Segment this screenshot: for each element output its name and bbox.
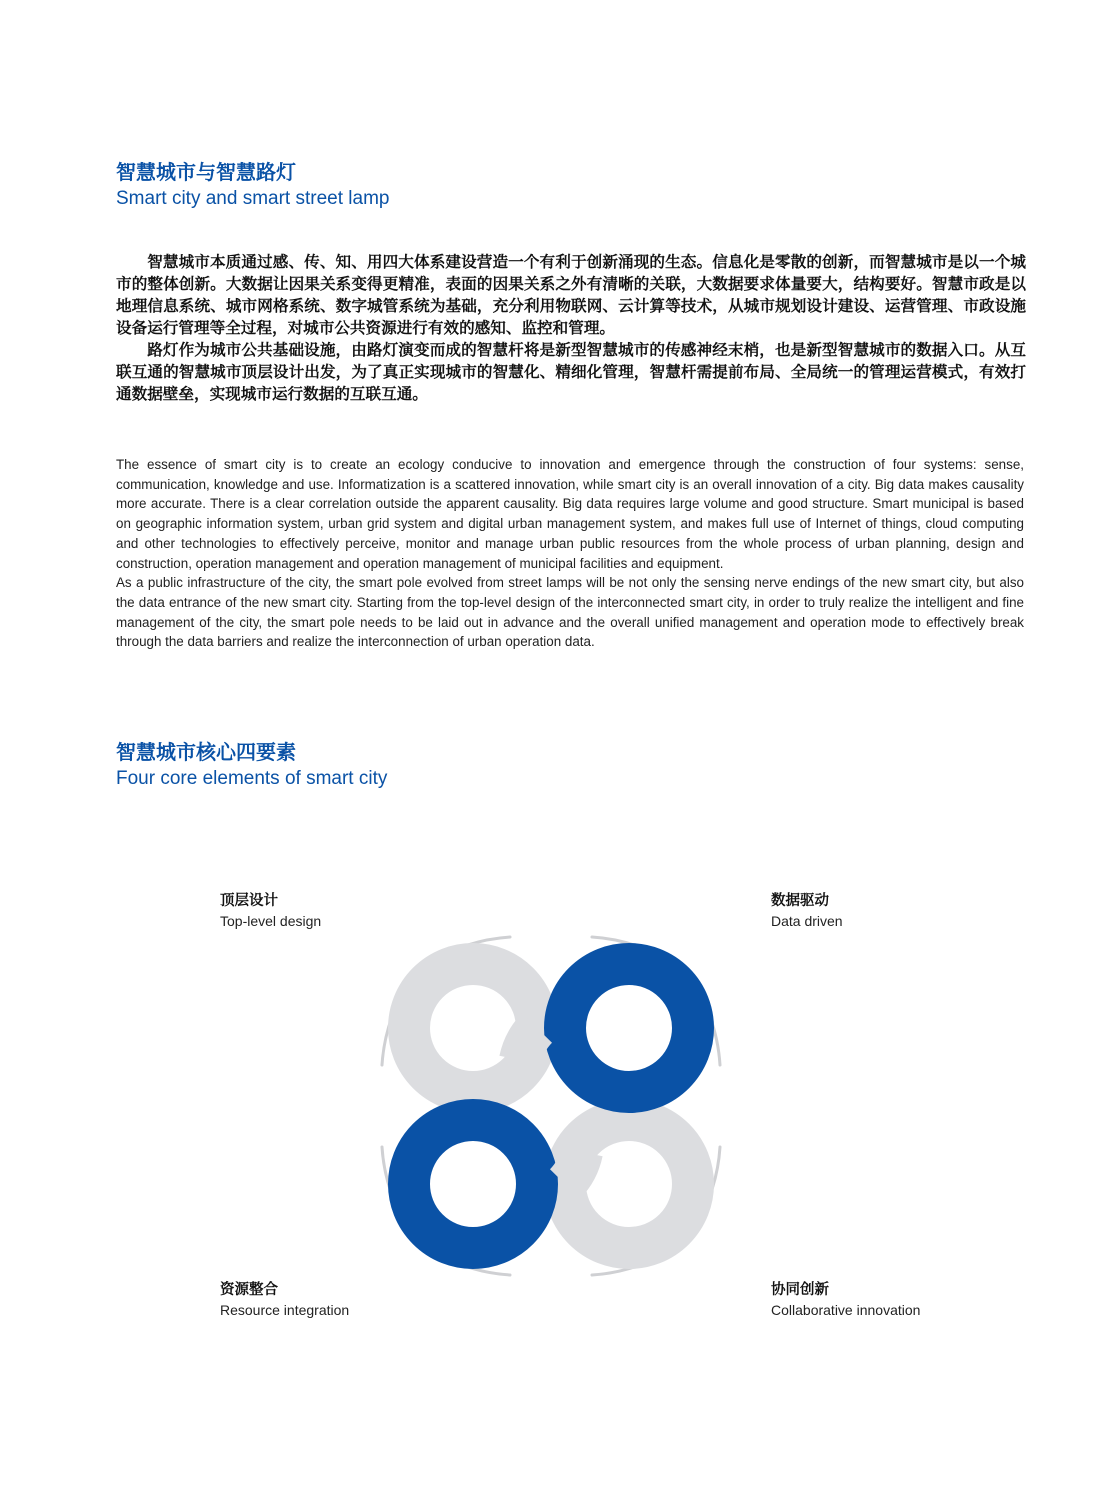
element-label-en: Resource integration (220, 1302, 350, 1318)
element-collaborative-innovation (771, 1280, 920, 1320)
element-label-en: Top-level design (220, 913, 322, 929)
ring-bottom-left (409, 1120, 537, 1248)
section1-title-zh: 智慧城市与智慧路灯 (116, 160, 296, 184)
four-loop-emblem-icon (370, 925, 732, 1287)
ring-overlap (565, 1152, 582, 1184)
element-label-zh: 顶层设计 (220, 893, 278, 909)
section1-title-en: Smart city and smart street lamp (116, 188, 390, 209)
ring-overlap (520, 1028, 537, 1060)
en-paragraph: As a public infrastructure of the city, the smart pole evolved from street lamps will be not only the sensing nerve endings of the new smart city, but also the data entrance of the new smart city. Starting from the top-level design of the interconnected smart city, in order to truly realize the intelligent and fine management of the city, the smart pole needs to be laid out in advance and the overall unified management and operation mode to effectively break through the data barriers and realize the interconnection of urban operation data. (116, 575, 1024, 650)
element-label-zh: 资源整合 (220, 1282, 278, 1298)
zh-paragraph: 智慧城市本质通过感、传、知、用四大体系建设营造一个有利于创新涌现的生态。信息化是零散的创新，而智慧城市是以一个城市的整体创新。大数据让因果关系变得更精准，表面的因果关系之外有清晰的关联，大数据要求体量要大，结构要好。智慧市政是以地理信息系统、城市网格系统、数字城管系统为基础，充分利用物联网、云计算等技术，从城市规划设计建设、运营管理、市政设施设备运行管理等全过程，对城市公共资源进行有效的感知、监控和管理。 (116, 253, 1026, 337)
zh-paragraph: 路灯作为城市公共基础设施，由路灯演变而成的智慧杆将是新型智慧城市的传感神经末梢，也是新型智慧城市的数据入口。从互联互通的智慧城市顶层设计出发，为了真正实现城市的智慧化、精细化管理，智慧杆需提前布局、全局统一的管理运营模式，有效打通数据壁垒，实现城市运行数据的互联互通。 (116, 341, 1026, 403)
section2-title-en: Four core elements of smart city (116, 768, 388, 789)
ring-top-right (565, 964, 693, 1092)
element-label-en: Collaborative innovation (771, 1302, 921, 1318)
section1-zh-body (116, 251, 1026, 405)
en-paragraph: The essence of smart city is to create an ecology conducive to innovation and emergence through the construction of four systems: sense, communication, knowledge and use. Informatization is a scattered innovation, while smart city is an overall innovation of a city. Big data makes causality more accurate. There is a clear correlation outside the apparent causality. Big data requires large volume and good structure. Smart municipal is based on geographic information system, urban grid system and digital urban management system, and makes full use of Internet of things, cloud computing and other technologies to effectively perceive, monitor and manage urban public resources from the whole process of urban planning, design and construction, operation management and operation management of municipal facilities and equipment. (116, 457, 1024, 571)
element-label-zh: 协同创新 (771, 1282, 829, 1298)
section2-title-zh: 智慧城市核心四要素 (116, 740, 296, 764)
element-resource-integration (220, 1280, 349, 1320)
element-label-en: Data driven (771, 913, 843, 929)
section1-en-body (116, 455, 1024, 652)
element-data-driven (771, 891, 843, 931)
element-top-level-design (220, 891, 321, 931)
element-label-zh: 数据驱动 (771, 893, 829, 909)
